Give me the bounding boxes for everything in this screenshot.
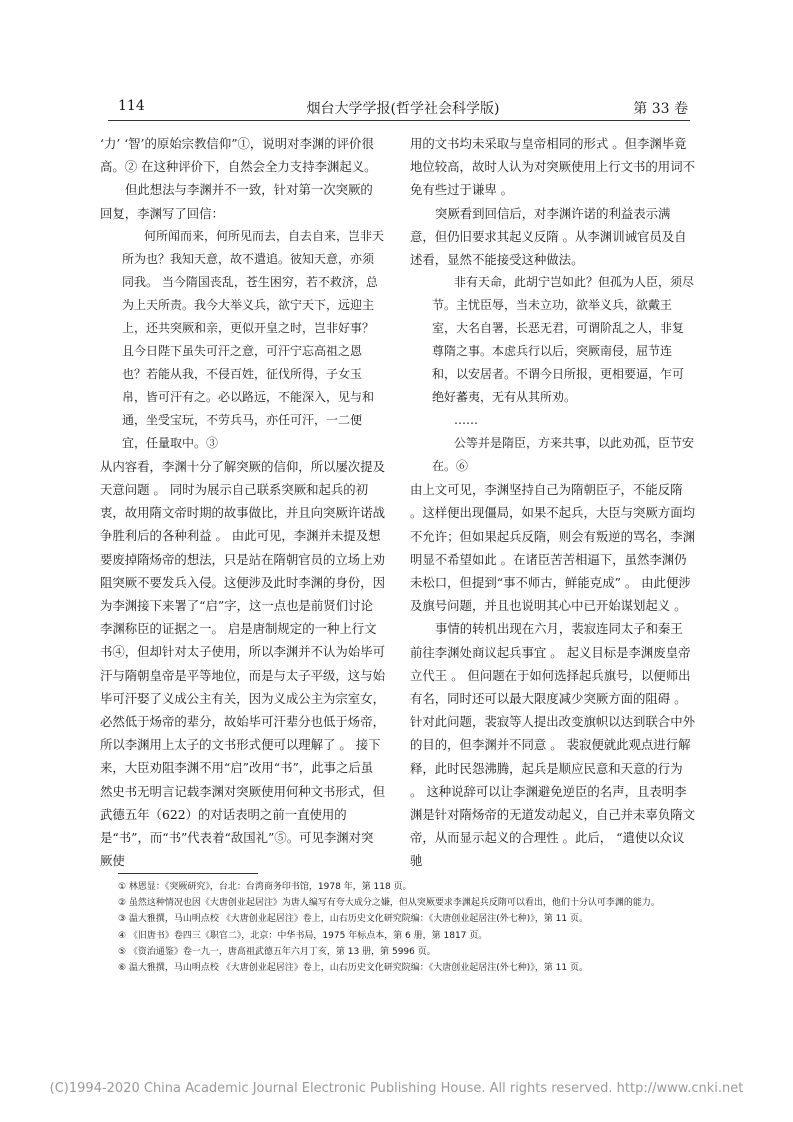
journal-title: 烟台大学学报(哲学社会科学版) (306, 101, 500, 117)
block-quote: 非有天命，此胡宁岂如此？但孤为人臣，须尽节。主忧臣辱，当未立功，欲举义兵，欲戴王室，大名自署，长恶无君，可谓阶乱之人，非复尊隋之事。本虑兵行以后，突厥南侵，屈节连和，以安居者。不谓今日所报，更相要逼，乍可绝好蕃夷，无有从其所劝。 (432, 275, 695, 405)
copyright-footer: (C)1994-2020 China Academic Journal Electronic Publishing House. All rights reserved. http://www.cnki.net (49, 1081, 744, 1096)
paragraph: 从内容看，李渊十分了解突厥的信仰，所以屡次提及天意问题 。 同时为展示自己联系突厥和起兵的初衷，故用隋文帝时期的故事做比，并且向突厥许诺战争胜利后的各种利益 。 由此可见，李渊并未提及想要废掉隋炀帝的想法，只是站在隋朝官员的立场上劝阻突厥不要发兵入侵。这便涉及此时李渊的身份，因为李渊接下来署了“启”字，这一点也是前贤们讨论李渊称臣的证据之一。 启是唐制规定的一种上行文书④，但却针对太子使用，所以李渊并不认为始毕可汗与隋朝皇帝是平等地位，而是与太子平级，这与始毕可汗娶了义成公主有关，因为义成公主为宗室女，必然低于炀帝的辈分，故始毕可汗辈分也低于炀帝，所以李渊用上太子的文书形式便可以理解了 。 接下来，大臣劝阻李渊不用“启”改用“书”，此事之后虽然史书无明言记载李渊对突厥使用何种文书形式，但武德五年（622）的对话表明之前一直使用的是“书”，而“书”代表着“敌国礼”⑤。可见李渊对突厥使 (100, 458, 385, 869)
footnotes (118, 879, 690, 976)
ellipsis: …… (454, 413, 478, 428)
footnote: ⑤ 《资治通鉴》卷一九一，唐高祖武德五年六月丁亥，第 13 册，第 5996 页。 (118, 946, 436, 957)
paragraph: 但此想法与李渊并不一致，针对第一次突厥的回复，李渊写了回信： (100, 182, 373, 221)
footnote: ③ 温大雅撰，马山明点校 《大唐创业起居注》卷上，山右历史文化研究院编：《大唐创业起居注(外七种)》，第 11 页。 (118, 914, 588, 925)
right-column (410, 132, 695, 873)
footnote: ④ 《旧唐书》卷四三《职官二》，北京：中华书局，1975 年标点本，第 6 册，第 1817 页。 (118, 930, 488, 941)
footnote: ⑥ 温大雅撰，马山明点校 《大唐创业起居注》卷上，山右历史文化研究院编：《大唐创业起居注(外七种)》，第 11 页。 (118, 963, 588, 974)
paragraph: ‘力’ ‘智’的原始宗教信仰”①，说明对李渊的评价很高。② 在这种评价下，自然会全力支持李渊起义。 (100, 136, 377, 175)
paragraph: 事情的转机出现在六月，裴寂连同太子和秦王前往李渊处商议起兵事宜 。 起义目标是李渊废皇帝立代王 。 但问题在于如何选择起兵旗号，以便师出有名，同时还可以最大限度减少突厥方面的阻碍 。针对此问题，裴寂等人提出改变旗帜以达到联合中外的目的，但李渊并不同意 。 裴寂便就此观点进行解释，此时民怨沸腾，起兵是顺应民意和天意的行为 。 这种说辞可以让李渊避免逆臣的名声，且表明李渊是针对隋炀帝的无道发动起义，自己并未辜负隋文帝，从而显示起义的合理性 。此后， “遣使以众议驰 (410, 621, 695, 869)
paragraph: 突厥看到回信后，对李渊许诺的利益表示满意，但仍旧要求其起义反隋 。从李渊训诫官员及自述看，显然不能接受这种做法。 (410, 205, 687, 268)
volume-label: 第 33 卷 (633, 101, 688, 117)
block-quote: 公等并是隋臣，方来共事，以此劝孤，臣节安在。⑥ (432, 436, 695, 474)
page-number: 114 (118, 98, 145, 114)
block-quote: 何所闻而来，何所见而去，自去自来，岂非天所为也？我知天意，故不遣追。彼知天意，亦须同我。 当今隋国丧乱，苍生困穷，若不救济，总为上天所责。我今大举义兵，欲宁天下，远迎主上，还共突厥和亲，更似开皇之时，岂非好事？且今日陛下虽失可汗之意，可汗宁忘高祖之恩也？若能从我，不侵百姓，征伐所得，子女玉帛，皆可汗有之。必以路远，不能深入，见与和通，坐受宝玩，不劳兵马，亦任可汗，一二便宜，任量取中。③ (122, 228, 385, 450)
paragraph: 用的文书均未采取与皇帝相同的形式 。但李渊毕竟地位较高，故时人认为对突厥使用上行文书的用词不免有些过于谦卑 。 (410, 136, 695, 198)
header-rule (108, 120, 690, 121)
running-header (118, 98, 688, 120)
footnote: ① 林恩显：《突厥研究》，台北：台湾商务印书馆，1978 年，第 118 页。 (118, 882, 412, 892)
paragraph: 由上文可见，李渊坚持自己为隋朝臣子，不能反隋 。这样便出现僵局，如果不起兵，大臣与突厥方面均不允许；但如果起兵反隋，则会有叛逆的骂名，李渊明显不希望如此 。在诸臣苦苦相逼下，虽然李渊仍未松口，但提到“事不师古，鲜能克成” 。 由此便涉及旗号问题，并且也说明其心中已开始谋划起义 。 (410, 482, 695, 614)
left-column (100, 132, 385, 872)
footnote: ② 虽然这种情况也因《大唐创业起居注》为唐人编写有夸大成分之嫌，但从突厥要求李渊起兵反隋可以看出，他们十分认可李渊的能力。 (118, 898, 660, 909)
footnote-rule (118, 873, 258, 874)
